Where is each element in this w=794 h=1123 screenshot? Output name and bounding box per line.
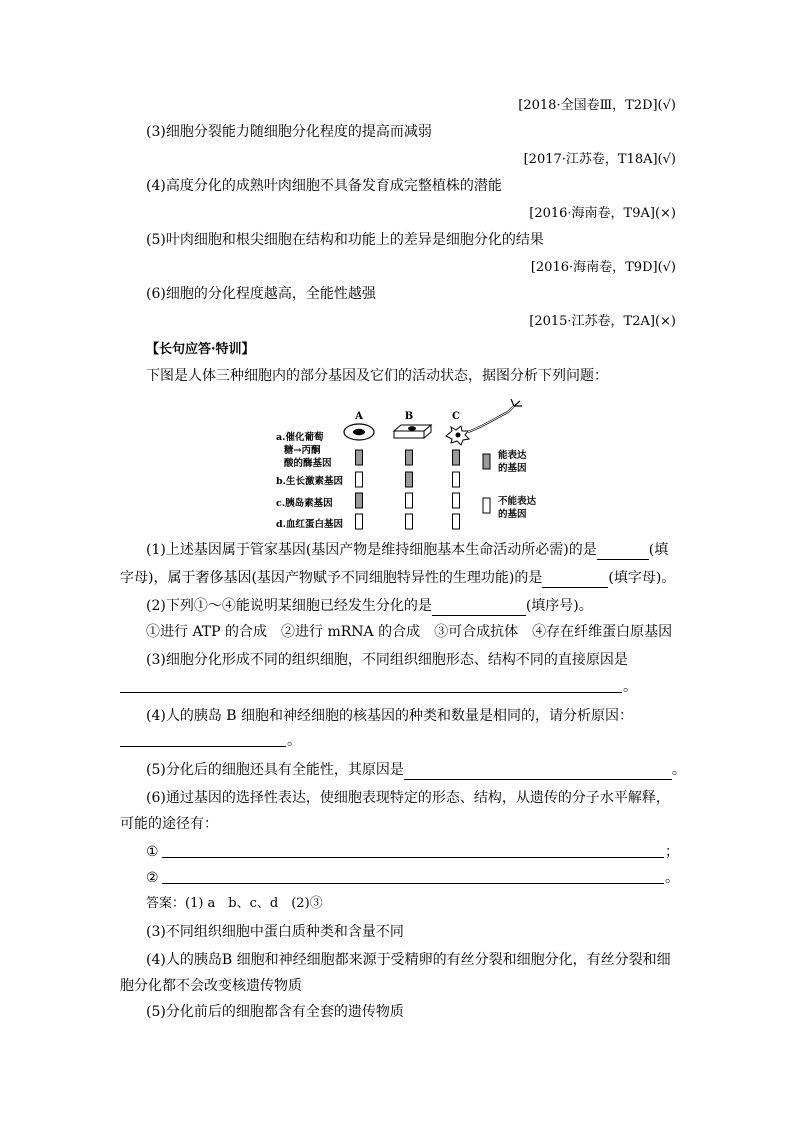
legend-expressed-1: 能表达 — [498, 450, 527, 461]
source-ref-3: [2016·海南卷，T9A](×) — [529, 206, 676, 221]
question-3: (3)细胞分化形成不同的组织细胞，不同组织细胞形态、结构不同的直接原因是 — [146, 652, 628, 668]
gene-box-b-cell-c — [453, 472, 460, 487]
answer-4-line1: (4)人的胰岛B 细胞和神经细胞都来源于受精卵的有丝分裂和细胞分化，有丝分裂和细 — [146, 952, 671, 968]
gene-label-a3: 酸的酶基因 — [284, 458, 332, 469]
gene-box-grid — [356, 450, 460, 529]
judgment-6: (6)细胞的分化程度越高，全能性越强 — [146, 286, 376, 302]
cell-c-icon — [446, 399, 522, 445]
source-ref-5: [2015·江苏卷，T2A](×) — [529, 314, 676, 329]
cell-label-b: B — [404, 411, 414, 422]
legend-not-expressed-1: 不能表达 — [498, 496, 537, 507]
cell-label-a: A — [355, 411, 363, 422]
answer-line-6-1[interactable] — [162, 857, 664, 858]
gene-label-a1: a.催化葡萄 — [276, 432, 324, 443]
gene-box-a-cell-c — [453, 450, 460, 465]
question-6-line2: 可能的途径有： — [120, 816, 218, 832]
answer-blank-5[interactable] — [404, 763, 672, 780]
intro-text: 下图是人体三种细胞内的部分基因及它们的活动状态，据图分析下列问题： — [146, 368, 608, 384]
question-1-line1: (1)上述基因属于管家基因(基因产物是维持细胞基本生命活动所必需)的是 (填 — [146, 542, 669, 558]
cell-b-icon — [394, 425, 431, 438]
answer-5: (5)分化前后的细胞都含有全套的遗传物质 — [146, 1004, 404, 1020]
gene-box-c-cell-b — [406, 493, 413, 508]
judgment-5: (5)叶肉细胞和根尖细胞在结构和功能上的差异是细胞分化的结果 — [146, 232, 544, 248]
end-mark-4: 。 — [287, 733, 301, 749]
answer-4-line2: 胞分化都不会改变核遗传物质 — [120, 978, 302, 994]
question-5: (5)分化后的细胞还具有全能性，其原因是 。 — [146, 762, 686, 778]
section-title: 【长句应答·特训】 — [146, 342, 255, 357]
question-4: (4)人的胰岛 B 细胞和神经细胞的核基因的种类和数量是相同的，请分析原因： — [146, 708, 634, 724]
gene-box-d-cell-b — [406, 514, 413, 529]
question-2-options: ①进行 ATP 的合成 ②进行 mRNA 的合成 ③可合成抗体 ④存在纤维蛋白原基因 — [146, 624, 673, 640]
source-ref-1: [2018·全国卷Ⅲ，T2D](√) — [518, 98, 676, 113]
gene-label-c: c.胰岛素基因 — [276, 498, 333, 509]
answer-line-3[interactable] — [120, 692, 622, 693]
question-2: (2)下列①～④能说明某细胞已经发生分化的是 (填序号)。 — [146, 598, 593, 614]
gene-box-d-cell-c — [453, 514, 460, 529]
answer-key: 答案：(1) a b、c、d (2)③ — [146, 896, 323, 911]
end-mark-6-2: 。 — [665, 870, 679, 886]
question-6-item2-label: ② — [146, 870, 159, 886]
gene-box-d-cell-a — [356, 514, 363, 529]
answer-3: (3)不同组织细胞中蛋白质种类和含量不同 — [146, 924, 404, 940]
gene-box-b-cell-a — [356, 472, 363, 487]
question-1-line2: 字母)，属于奢侈基因(基因产物赋予不同细胞特异性的生理功能)的是 (填字母)。 — [120, 570, 676, 586]
legend-not-expressed-2: 的基因 — [498, 509, 527, 520]
gene-box-c-cell-c — [453, 493, 460, 508]
source-ref-2: [2017·江苏卷，T18A](√) — [523, 152, 676, 167]
cell-label-c: C — [452, 411, 460, 422]
end-mark-3: 。 — [623, 679, 637, 695]
legend-expressed-box — [483, 454, 490, 469]
judgment-3: (3)细胞分裂能力随细胞分化程度的提高而减弱 — [146, 124, 432, 140]
gene-box-a-cell-b — [406, 450, 413, 465]
gene-label-a2: 糖→丙酮 — [284, 445, 321, 456]
source-ref-4: [2016·海南卷，T9D](√) — [530, 260, 676, 275]
legend-expressed-2: 的基因 — [498, 463, 527, 474]
answer-blank-3[interactable] — [432, 599, 526, 616]
semicolon-6-1: ； — [665, 844, 679, 860]
judgment-4: (4)高度分化的成熟叶肉细胞不具备发育成完整植株的潜能 — [146, 178, 502, 194]
question-6-line1: (6)通过基因的选择性表达，使细胞表现特定的形态、结构，从遗传的分子水平解释， — [146, 790, 670, 806]
gene-box-b-cell-b — [406, 472, 413, 487]
question-6-item1-label: ① — [146, 844, 159, 860]
gene-box-c-cell-a — [356, 493, 363, 508]
answer-blank-1[interactable] — [597, 543, 649, 560]
answer-line-4[interactable] — [120, 746, 286, 747]
answer-line-6-2[interactable] — [162, 883, 664, 884]
gene-box-a-cell-a — [356, 450, 363, 465]
answer-blank-2[interactable] — [542, 571, 608, 588]
gene-label-b: b.生长激素基因 — [276, 476, 343, 487]
gene-label-d: d.血红蛋白基因 — [276, 519, 343, 530]
gene-expression-figure — [270, 392, 550, 534]
legend-not-expressed-box — [483, 498, 490, 513]
